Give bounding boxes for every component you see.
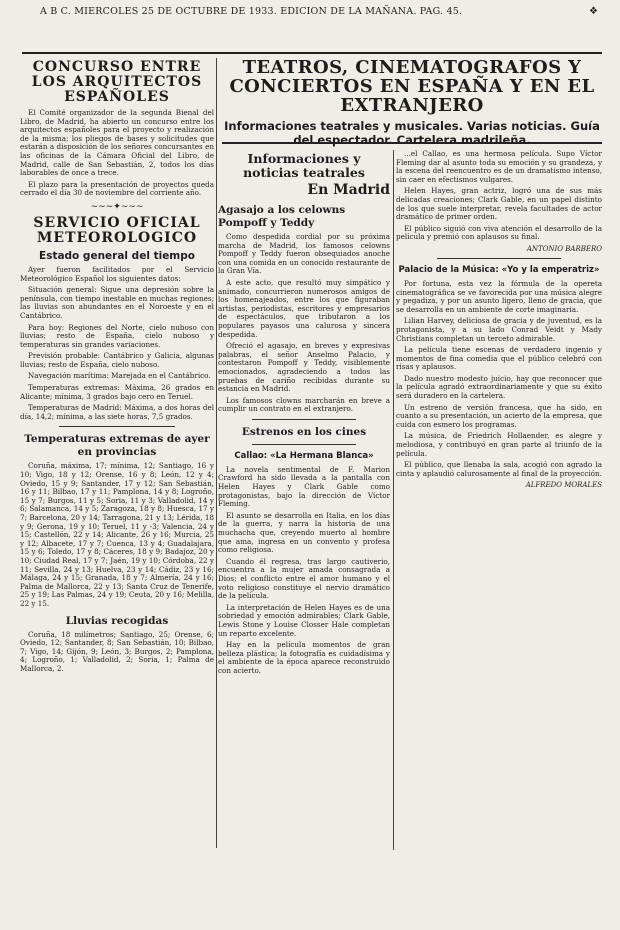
prevision-paragraph: Previsión probable: Cantábrico y Galicia, algunas lluvias; resto de España, cielo nuboso.: [20, 351, 214, 369]
callao-paragraph: Hay en la película momentos de gran belleza plástica; la fotografía es cuidadísima y el ambiente de la época aparece reconstruido con acierto.: [218, 640, 390, 675]
column-rule: [216, 58, 217, 848]
concurso-paragraph: El plazo para la presentación de proyectos queda cerrado el día 30 de noviembre del corriente año.: [20, 179, 214, 198]
signature: ALFREDO MORALES: [525, 481, 602, 490]
estrenos-heading: Estrenos en los cines: [241, 425, 367, 438]
divider: [252, 419, 355, 420]
palacio-paragraph: La música, de Friedrich Hollaender, es alegre y melodiosa, y contribuyó en gran parte al triunfo de la película.: [396, 431, 602, 458]
callao-paragraph: El asunto se desarrolla en Italia, en los días de la guerra, y narra la historia de una muchacha que, creyendo muerto al hombre que ama, ingresa en un convento y profesa como religiosa.: [218, 510, 390, 555]
banner-title: TEATROS, CINEMATOGRAFOS Y CONCIERTOS EN ESPAÑA Y EN EL EXTRANJERO: [229, 57, 595, 116]
prevision-paragraph: Temperaturas extremas: Máxima, 26 grados en Alicante; mínima, 3 grados bajo cero en Teruel.: [20, 383, 214, 401]
callao-paragraph: Cuando él regresa, tras largo cautiverio, encuentra a la mujer amada consagrada a Dios; el conflicto entre el amor humano y el voto religioso constituye el nervio dramático de la película.: [218, 556, 390, 601]
palacio-paragraph: Dado nuestro modesto juicio, hay que reconocer que la película agradó extraordinariamente y que su éxito será duradero en la cartelera.: [396, 373, 602, 401]
column-middle: [218, 150, 390, 930]
city-heading: En Madrid: [307, 182, 390, 198]
lluvias-paragraph: Coruña, 18 milímetros; Santiago, 25; Orense, 6; Oviedo, 12; Santander, 8; San Sebastián, 10; Bilbao, 7; Vigo, 14; Gijón, 9; León, 3; Burgos, 2; Pamplona, 4; Logroño, 1; Valladolid, 2; Soria, 1; Palma de Mallorca, 2.: [20, 629, 214, 673]
agasajo-paragraph: Los famosos clowns marcharán en breve a cumplir un contrato en el extranjero.: [218, 395, 390, 414]
divider: [437, 258, 561, 259]
callao-paragraph: La interpretación de Helen Hayes es de una sobriedad y emoción admirables; Clark Gable, Lewis Stone y Louise Closser Hale completan un reparto excelente.: [218, 602, 390, 638]
signature: ANTONIO BARBERO: [526, 244, 602, 253]
palacio-heading: Palacio de la Música: «Yo y la emperatriz»: [398, 264, 600, 275]
prevision-paragraph: Navegación marítima: Marejada en el Cantábrico.: [28, 371, 211, 381]
agasajo-paragraph: Como despedida cordial por su próxima marcha de Madrid, los famosos celowns Pompoff y Teddy fueron obsequiados anoche con una comida en un conocido restaurante de la Gran Vía.: [218, 232, 390, 276]
estado-paragraph: Ayer fueron facilitados por el Servicio Meteorológico Español los siguientes datos:: [20, 264, 214, 283]
callao-cont-paragraph: Helen Hayes, gran actriz, logró una de sus más delicadas creaciones; Clark Gable, en un papel distinto de los que suele interpretar, revela facultades de actor dramático de primer orden.: [396, 186, 602, 222]
agasajo-paragraph: Ofreció el agasajo, en breves y expresivas palabras, el señor Anselmo Palacio, y contestaron Pompoff y Teddy, visiblemente emocionados, agradeciendo a todos las pruebas de cariño recibidas durante su estancia en Madrid.: [218, 341, 390, 394]
temps-paragraph: Coruña, máxima, 17; mínima, 12; Santiago, 16 y 10; Vigo, 18 y 12; Orense, 16 y 8; León, 12 y 4; Oviedo, 15 y 9; Santander, 17 y 12; San Sebastián, 16 y 11; Bilbao, 17 y 11; Pamplona, 14 y 8; Logroño, 15 y 7; Burgos, 11 y 5; Soria, 11 y 3; Valladolid, 14 y 6; Salamanca, 14 y 5; Zaragoza, 18 y 8; Huesca, 17 y 7; Barcelona, 20 y 14; Tarragona, 21 y 13; Lérida, 18 y 9; Gerona, 19 y 10; Teruel, 11 y -3; Valencia, 24 y 15; Castellón, 22 y 14; Alicante, 26 y 16; Murcia, 25 y 12; Albacete, 17 y 7; Cuenca, 13 y 4; Guadalajara, 15 y 6; Toledo, 17 y 8; Cáceres, 18 y 9; Badajoz, 20 y 10; Ciudad Real, 17 y 7; Jaén, 19 y 10; Córdoba, 22 y 11; Sevilla, 24 y 13; Huelva, 23 y 14; Cádiz, 23 y 16; Málaga, 24 y 15; Granada, 18 y 7; Almería, 24 y 16; Palma de Mallorca, 22 y 13; Santa Cruz de Tenerife, 25 y 19; Las Palmas, 24 y 19; Ceuta, 20 y 16; Melilla, 22 y 15.: [20, 461, 214, 608]
info-heading: Informaciones y noticias teatrales: [243, 151, 365, 180]
estado-paragraph: Situación general: Sigue una depresión sobre la península, con tiempo inestable en muchas regiones; las lluvias son abundantes en el Noroeste y en el Cantábrico.: [20, 285, 214, 320]
estado-paragraph: Para hoy: Regiones del Norte, cielo nuboso con lluvias; resto de España, cielo nuboso y temperaturas sin grandes variaciones.: [20, 322, 214, 349]
banner-rule: [222, 142, 602, 144]
meteo-title: SERVICIO OFICIAL METEOROLOGICO: [33, 214, 201, 246]
temps-heading: Temperaturas extremas de ayer en provincias: [24, 433, 210, 459]
agasajo-heading: Agasajo a los celowns Pompoff y Teddy: [218, 204, 346, 229]
prevision-paragraph: Temperaturas de Madrid: Máxima, a dos horas del día, 14,2; mínima, a las siete horas, 7,5 grados.: [20, 403, 214, 421]
column-left: [20, 58, 214, 846]
theatre-banner: [222, 58, 602, 147]
banner-subtitle: Informaciones teatrales y musicales. Varias noticias. Guía del espectador. Cartelera madrileña.: [224, 119, 600, 147]
agasajo-paragraph: A este acto, que resultó muy simpático y animado, concurrieron numerosos amigos de los homenajeados, entre los que figuraban artistas, periodistas, escritores y empresarios de espectáculos, que tributaron a los populares payasos una calurosa y sincera despedida.: [218, 277, 390, 339]
column-right: [396, 150, 602, 930]
concurso-title: CONCURSO ENTRE LOS ARQUITECTOS ESPAÑOLES: [31, 59, 203, 105]
palacio-paragraph: El público, que llenaba la sala, acogió con agrado la cinta y aplaudió calurosamente al final de la proyección.: [396, 460, 602, 478]
running-head: A B C. MIERCOLES 25 DE OCTUBRE DE 1933. EDICION DE LA MAÑANA. PAG. 45.: [40, 6, 463, 17]
callao-cont-paragraph: ...el Callao, es una hermosa película. Supo Víctor Fleming dar al asunto toda su emoción y su grandeza, y la escena del reencuentro es de un dramatismo intenso, sin caer en efectismos vulgares.: [396, 150, 602, 184]
column-rule: [393, 150, 394, 850]
divider: [252, 444, 355, 445]
concurso-paragraph: El Comité organizador de la segunda Bienal del Libro, de Madrid, ha abierto un concurso entre los arquitectos españoles para el proyecto y realización de la misma; los pliegos de bases y solicitudes que estarán a disposición de los señores concursantes en las oficinas de la Cámara Oficial del Libro, de Madrid, calle de San Sebastián, 2, todos los días laborables de once a trece.: [20, 108, 214, 178]
palacio-paragraph: La película tiene escenas de verdadero ingenio y momentos de fina comedia que el público celebró con risas y aplausos.: [396, 345, 602, 372]
callao-heading: Callao: «La Hermana Blanca»: [234, 450, 374, 461]
estado-heading: Estado general del tiempo: [39, 249, 195, 262]
lluvias-heading: Lluvias recogidas: [65, 614, 169, 627]
ornament-divider: ∼∼∼✦∼∼∼: [90, 201, 144, 212]
divider: [59, 426, 175, 427]
registration-mark-icon: ❖: [589, 6, 598, 17]
top-rule: [22, 52, 602, 54]
palacio-paragraph: Un estreno de versión francesa, que ha sido, en cuanto a su presentación, un acierto de la empresa, que cuida con esmero los programas.: [396, 402, 602, 429]
callao-paragraph: La novela sentimental de F. Marion Crawford ha sido llevada a la pantalla con Helen Hayes y Clark Gable como protagonistas, bajo la dirección de Víctor Fleming.: [218, 464, 390, 509]
callao-cont-paragraph: El público siguió con viva atención el desarrollo de la película y premió con aplausos su final.: [396, 223, 602, 242]
palacio-paragraph: Lilian Harvey, deliciosa de gracia y de juventud, es la protagonista, y a su lado Conrad Veidt y Mady Christians completan un terceto admirable.: [396, 316, 602, 343]
palacio-paragraph: Por fortuna, esta vez la fórmula de la opereta cinematográfica se ve favorecida por una música alegre y pegadiza, y por un asunto ligero, lleno de gracia, que se desarrolla en un ambiente de corte imaginaria.: [396, 278, 602, 314]
